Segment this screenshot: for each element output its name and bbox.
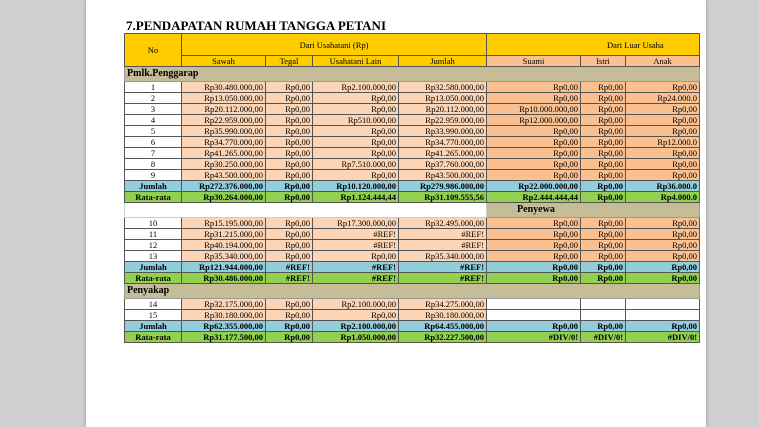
cell-istri: Rp0,00 — [581, 115, 626, 126]
table-row — [125, 104, 700, 115]
average-row-lain: #REF! — [313, 273, 399, 284]
cell-istri: Rp0,00 — [581, 137, 626, 148]
cell-tegal: Rp0,00 — [266, 251, 313, 262]
total-row-tegal: Rp0,00 — [266, 181, 313, 192]
total-row-jumlah: Rp279.986.000,00 — [399, 181, 487, 192]
average-row — [125, 332, 700, 343]
average-row-istri: Rp0,00 — [581, 192, 626, 203]
cell-tegal: Rp0,00 — [266, 82, 313, 93]
total-row-anak: Rp0,00 — [626, 321, 700, 332]
average-row-label: Rata-rata — [125, 273, 182, 284]
cell-tegal: Rp0,00 — [266, 240, 313, 251]
total-row-lain: Rp10.120.000,00 — [313, 181, 399, 192]
cell-tegal: Rp0,00 — [266, 93, 313, 104]
cell-lain: #REF! — [313, 240, 399, 251]
cell-jumlah: Rp34.770.000,00 — [399, 137, 487, 148]
table-row — [125, 218, 700, 229]
row-number: 10 — [125, 218, 182, 229]
total-row — [125, 181, 700, 192]
cell-sawah: Rp13.050.000,00 — [182, 93, 266, 104]
header-tegal: Tegal — [266, 56, 313, 67]
cell-suami — [487, 310, 581, 321]
row-number: 1 — [125, 82, 182, 93]
cell-lain: Rp2.100.000,00 — [313, 299, 399, 310]
cell-istri: Rp0,00 — [581, 251, 626, 262]
total-row-tegal: #REF! — [266, 262, 313, 273]
total-row-label: Jumlah — [125, 321, 182, 332]
row-number: 11 — [125, 229, 182, 240]
table-row — [125, 93, 700, 104]
total-row-istri: Rp0,00 — [581, 321, 626, 332]
cell-sawah: Rp15.195.000,00 — [182, 218, 266, 229]
total-row-tegal: Rp0,00 — [266, 321, 313, 332]
cell-tegal: Rp0,00 — [266, 148, 313, 159]
cell-lain: Rp0,00 — [313, 93, 399, 104]
cell-suami: Rp0,00 — [487, 93, 581, 104]
table-row — [125, 240, 700, 251]
cell-istri — [581, 299, 626, 310]
cell-anak: Rp0,00 — [626, 104, 700, 115]
total-row-lain: Rp2.100.000,00 — [313, 321, 399, 332]
cell-istri: Rp0,00 — [581, 170, 626, 181]
total-row — [125, 262, 700, 273]
cell-lain: Rp0,00 — [313, 104, 399, 115]
cell-lain: Rp2.100.000,00 — [313, 82, 399, 93]
header-istri: Istri — [581, 56, 626, 67]
section-spacer — [125, 203, 487, 218]
cell-lain: Rp0,00 — [313, 148, 399, 159]
average-row-jumlah: Rp31.109.555,56 — [399, 192, 487, 203]
cell-sawah: Rp30.250.000,00 — [182, 159, 266, 170]
average-row-tegal: #REF! — [266, 273, 313, 284]
cell-jumlah: Rp35.340.000,00 — [399, 251, 487, 262]
cell-jumlah: Rp20.112.000,00 — [399, 104, 487, 115]
total-row-anak: Rp0,00 — [626, 262, 700, 273]
section-label: Penyewa — [487, 203, 700, 218]
section-label: Penyakap — [125, 284, 700, 299]
page-title: 7.PENDAPATAN RUMAH TANGGA PETANI — [126, 18, 386, 33]
cell-suami: Rp0,00 — [487, 229, 581, 240]
section-row — [125, 203, 700, 218]
average-row-istri: Rp0,00 — [581, 273, 626, 284]
total-row-anak: Rp36.000.0 — [626, 181, 700, 192]
header-row-2 — [125, 56, 700, 67]
cell-suami: Rp0,00 — [487, 137, 581, 148]
cell-suami: Rp0,00 — [487, 148, 581, 159]
cell-istri: Rp0,00 — [581, 126, 626, 137]
cell-sawah: Rp35.990.000,00 — [182, 126, 266, 137]
cell-istri: Rp0,00 — [581, 218, 626, 229]
average-row-jumlah: Rp32.227.500,00 — [399, 332, 487, 343]
average-row-label: Rata-rata — [125, 192, 182, 203]
cell-sawah: Rp35.340.000,00 — [182, 251, 266, 262]
cell-sawah: Rp30.180.000,00 — [182, 310, 266, 321]
cell-jumlah: Rp32.495.000,00 — [399, 218, 487, 229]
cell-lain: Rp17.300.000,00 — [313, 218, 399, 229]
average-row-tegal: Rp0,00 — [266, 192, 313, 203]
cell-suami: Rp0,00 — [487, 126, 581, 137]
cell-jumlah: Rp33.990.000,00 — [399, 126, 487, 137]
cell-jumlah: Rp43.500.000,00 — [399, 170, 487, 181]
cell-jumlah: #REF! — [399, 240, 487, 251]
table-row — [125, 115, 700, 126]
total-row-jumlah: #REF! — [399, 262, 487, 273]
row-number: 14 — [125, 299, 182, 310]
table-row — [125, 148, 700, 159]
table-body — [125, 34, 700, 343]
row-number: 9 — [125, 170, 182, 181]
cell-tegal: Rp0,00 — [266, 170, 313, 181]
average-row — [125, 192, 700, 203]
cell-suami: Rp0,00 — [487, 240, 581, 251]
cell-sawah: Rp31.215.000,00 — [182, 229, 266, 240]
cell-anak: Rp0,00 — [626, 159, 700, 170]
header-dari-luar-usaha: Dari Luar Usaha — [487, 34, 700, 56]
table-row — [125, 170, 700, 181]
cell-tegal: Rp0,00 — [266, 115, 313, 126]
average-row-anak: #DIV/0! — [626, 332, 700, 343]
table-row — [125, 82, 700, 93]
row-number: 3 — [125, 104, 182, 115]
average-row-sawah: Rp30.264.000,00 — [182, 192, 266, 203]
cell-sawah: Rp22.959.000,00 — [182, 115, 266, 126]
cell-anak: Rp0,00 — [626, 251, 700, 262]
cell-anak: Rp0,00 — [626, 229, 700, 240]
total-row-sawah: Rp272.376.000,00 — [182, 181, 266, 192]
row-number: 13 — [125, 251, 182, 262]
cell-lain: Rp0,00 — [313, 251, 399, 262]
cell-anak: Rp12.000.0 — [626, 137, 700, 148]
total-row-lain: #REF! — [313, 262, 399, 273]
row-number: 2 — [125, 93, 182, 104]
cell-anak: Rp0,00 — [626, 82, 700, 93]
cell-lain: Rp510.000,00 — [313, 115, 399, 126]
table-viewport — [124, 33, 698, 368]
cell-jumlah: Rp22.959.000,00 — [399, 115, 487, 126]
cell-suami: Rp12.000.000,00 — [487, 115, 581, 126]
cell-anak: Rp0,00 — [626, 218, 700, 229]
total-row-istri: Rp0,00 — [581, 262, 626, 273]
cell-tegal: Rp0,00 — [266, 299, 313, 310]
cell-istri: Rp0,00 — [581, 240, 626, 251]
total-row-istri: Rp0,00 — [581, 181, 626, 192]
cell-jumlah: Rp34.275.000,00 — [399, 299, 487, 310]
cell-suami: Rp10.000.000,00 — [487, 104, 581, 115]
cell-suami: Rp0,00 — [487, 82, 581, 93]
cell-lain: Rp0,00 — [313, 126, 399, 137]
row-number: 15 — [125, 310, 182, 321]
cell-lain: Rp0,00 — [313, 310, 399, 321]
header-suami: Suami — [487, 56, 581, 67]
average-row-label: Rata-rata — [125, 332, 182, 343]
cell-lain: Rp0,00 — [313, 137, 399, 148]
row-number: 8 — [125, 159, 182, 170]
cell-suami — [487, 299, 581, 310]
average-row-suami: Rp0,00 — [487, 273, 581, 284]
total-row-suami: Rp0,00 — [487, 262, 581, 273]
cell-anak: Rp0,00 — [626, 170, 700, 181]
cell-jumlah: Rp37.760.000,00 — [399, 159, 487, 170]
header-anak: Anak — [626, 56, 700, 67]
cell-sawah: Rp30.480.000,00 — [182, 82, 266, 93]
average-row — [125, 273, 700, 284]
cell-istri — [581, 310, 626, 321]
cell-anak — [626, 310, 700, 321]
cell-sawah: Rp40.194.000,00 — [182, 240, 266, 251]
cell-anak: Rp0,00 — [626, 126, 700, 137]
average-row-jumlah: #REF! — [399, 273, 487, 284]
average-row-anak: Rp4.000.0 — [626, 192, 700, 203]
header-sawah: Sawah — [182, 56, 266, 67]
cell-tegal: Rp0,00 — [266, 104, 313, 115]
income-table — [124, 33, 700, 343]
cell-tegal: Rp0,00 — [266, 229, 313, 240]
table-row — [125, 229, 700, 240]
cell-suami: Rp0,00 — [487, 159, 581, 170]
average-row-suami: Rp2.444.444,44 — [487, 192, 581, 203]
cell-sawah: Rp32.175.000,00 — [182, 299, 266, 310]
table-row — [125, 299, 700, 310]
cell-anak: Rp0,00 — [626, 148, 700, 159]
cell-istri: Rp0,00 — [581, 93, 626, 104]
total-row — [125, 321, 700, 332]
cell-anak: Rp0,00 — [626, 115, 700, 126]
average-row-sawah: Rp31.177.500,00 — [182, 332, 266, 343]
table-row — [125, 126, 700, 137]
total-row-suami: Rp22.000.000,00 — [487, 181, 581, 192]
section-row — [125, 284, 700, 299]
cell-tegal: Rp0,00 — [266, 137, 313, 148]
average-row-lain: Rp1.050.000,00 — [313, 332, 399, 343]
cell-lain: Rp7.510.000,00 — [313, 159, 399, 170]
table-row — [125, 137, 700, 148]
row-number: 6 — [125, 137, 182, 148]
row-number: 7 — [125, 148, 182, 159]
cell-jumlah: #REF! — [399, 229, 487, 240]
header-no: No — [125, 34, 182, 67]
cell-istri: Rp0,00 — [581, 148, 626, 159]
cell-sawah: Rp34.770.000,00 — [182, 137, 266, 148]
header-usahatani-lain: Usahatani Lain — [313, 56, 399, 67]
cell-suami: Rp0,00 — [487, 251, 581, 262]
cell-tegal: Rp0,00 — [266, 310, 313, 321]
document-page — [86, 0, 706, 427]
cell-tegal: Rp0,00 — [266, 126, 313, 137]
total-row-jumlah: Rp64.455.000,00 — [399, 321, 487, 332]
cell-anak: Rp0,00 — [626, 240, 700, 251]
header-dari-usahatani: Dari Usahatani (Rp) — [182, 34, 487, 56]
cell-tegal: Rp0,00 — [266, 159, 313, 170]
row-number: 4 — [125, 115, 182, 126]
average-row-sawah: Rp30.486.000,00 — [182, 273, 266, 284]
average-row-anak: Rp0,00 — [626, 273, 700, 284]
cell-lain: Rp0,00 — [313, 170, 399, 181]
cell-sawah: Rp41.265.000,00 — [182, 148, 266, 159]
cell-jumlah: Rp30.180.000,00 — [399, 310, 487, 321]
cell-sawah: Rp20.112.000,00 — [182, 104, 266, 115]
cell-anak: Rp24.000.0 — [626, 93, 700, 104]
average-row-tegal: Rp0,00 — [266, 332, 313, 343]
table-row — [125, 159, 700, 170]
row-number: 12 — [125, 240, 182, 251]
cell-jumlah: Rp13.050.000,00 — [399, 93, 487, 104]
cell-jumlah: Rp41.265.000,00 — [399, 148, 487, 159]
cell-suami: Rp0,00 — [487, 170, 581, 181]
table-row — [125, 251, 700, 262]
cell-sawah: Rp43.500.000,00 — [182, 170, 266, 181]
table-row — [125, 310, 700, 321]
total-row-suami: Rp0,00 — [487, 321, 581, 332]
cell-suami: Rp0,00 — [487, 218, 581, 229]
cell-istri: Rp0,00 — [581, 104, 626, 115]
cell-jumlah: Rp32.580.000,00 — [399, 82, 487, 93]
cell-istri: Rp0,00 — [581, 82, 626, 93]
header-row-1 — [125, 34, 700, 56]
average-row-istri: #DIV/0! — [581, 332, 626, 343]
total-row-sawah: Rp121.944.000,00 — [182, 262, 266, 273]
cell-tegal: Rp0,00 — [266, 218, 313, 229]
row-number: 5 — [125, 126, 182, 137]
cell-lain: #REF! — [313, 229, 399, 240]
section-row — [125, 67, 700, 82]
total-row-label: Jumlah — [125, 181, 182, 192]
cell-istri: Rp0,00 — [581, 159, 626, 170]
header-jumlah: Jumlah — [399, 56, 487, 67]
average-row-suami: #DIV/0! — [487, 332, 581, 343]
average-row-lain: Rp1.124.444,44 — [313, 192, 399, 203]
cell-anak — [626, 299, 700, 310]
total-row-label: Jumlah — [125, 262, 182, 273]
total-row-sawah: Rp62.355.000,00 — [182, 321, 266, 332]
cell-istri: Rp0,00 — [581, 229, 626, 240]
section-label: Pmlk.Penggarap — [125, 67, 700, 82]
